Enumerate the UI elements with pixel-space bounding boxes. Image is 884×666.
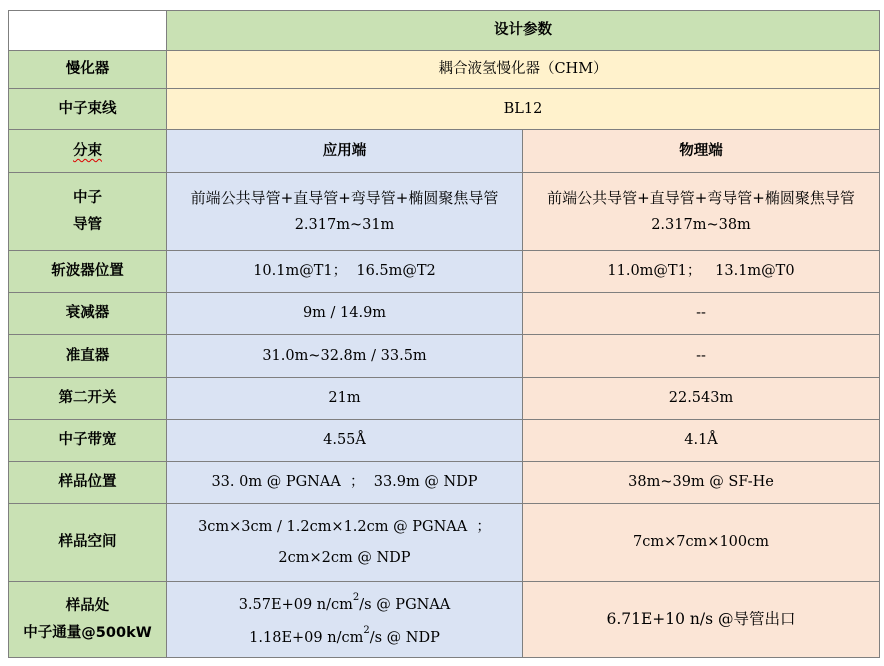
app-end-header: 应用端	[167, 130, 523, 173]
phys-attenuator-value: --	[523, 293, 880, 335]
flux-label-line1: 样品处	[65, 597, 110, 614]
app-chopper-value: 10.1m@T1； 16.5m@T2	[167, 251, 523, 293]
app-bandwidth-value: 4.55Å	[167, 420, 523, 462]
table-row-sample-position	[9, 462, 880, 504]
app-flux-cell	[167, 582, 523, 658]
table-row-sample-space	[9, 504, 880, 582]
row-label-moderator: 慢化器	[9, 51, 167, 89]
app-flux-ndp-value: 1.18E+09 n/cm	[249, 629, 364, 646]
row-label-collimator: 准直器	[9, 335, 167, 378]
row-label-attenuator: 衰减器	[9, 293, 167, 335]
app-flux-pgnaa-value: 3.57E+09 n/cm	[238, 597, 353, 614]
flux-label-line2: 中子通量@500kW	[23, 625, 152, 641]
phys-sample-space-value: 7cm×7cm×100cm	[523, 504, 880, 582]
phys-end-header: 物理端	[523, 130, 880, 173]
row-label-sample-space: 样品空间	[9, 504, 167, 582]
guide-label-line2: 导管	[73, 217, 102, 233]
split-label-text: 分束	[73, 142, 102, 159]
phys-collimator-value: --	[523, 335, 880, 378]
table-row-guide	[9, 173, 880, 251]
phys-flux-value: 6.71E+10 n/s @导管出口	[523, 582, 880, 658]
app-sample-space-line1: 3cm×3cm / 1.2cm×1.2cm @ PGNAA ；	[198, 519, 491, 536]
phys-bandwidth-value: 4.1Å	[523, 420, 880, 462]
table-row-second-switch	[9, 378, 880, 420]
header-row	[9, 11, 880, 51]
table-row-attenuator	[9, 293, 880, 335]
app-flux-ndp-unit: /s @ NDP	[369, 629, 440, 646]
phys-chopper-value: 11.0m@T1； 13.1m@T0	[523, 251, 880, 293]
phys-guide-cell	[523, 173, 880, 251]
app-sample-space-cell	[167, 504, 523, 582]
row-label-split	[9, 130, 167, 173]
row-label-guide	[9, 173, 167, 251]
app-sample-position-value: 33. 0m @ PGNAA ； 33.9m @ NDP	[167, 462, 523, 504]
app-flux-pgnaa-exponent: 2	[352, 592, 360, 604]
corner-cell	[9, 11, 167, 51]
row-label-flux	[9, 582, 167, 658]
phys-guide-range: 2.317m~38m	[651, 217, 751, 234]
app-guide-cell	[167, 173, 523, 251]
app-collimator-value: 31.0m~32.8m / 33.5m	[167, 335, 523, 378]
app-flux-ndp	[171, 625, 518, 647]
table-row-chopper	[9, 251, 880, 293]
table-row-collimator	[9, 335, 880, 378]
row-label-bandwidth: 中子带宽	[9, 420, 167, 462]
phys-second-switch-value: 22.543m	[523, 378, 880, 420]
app-flux-pgnaa-unit: /s @ PGNAA	[359, 597, 451, 614]
app-flux-pgnaa	[171, 592, 518, 614]
app-flux-ndp-exponent: 2	[363, 624, 370, 636]
app-sample-space-line2: 2cm×2cm @ NDP	[278, 549, 411, 566]
app-attenuator-value: 9m / 14.9m	[167, 293, 523, 335]
row-label-sample-position: 样品位置	[9, 462, 167, 504]
app-guide-components: 前端公共导管+直导管+弯导管+椭圆聚焦导管	[190, 188, 499, 207]
design-parameters-table	[8, 10, 880, 658]
table-row-moderator	[9, 51, 880, 89]
phys-guide-components: 前端公共导管+直导管+弯导管+椭圆聚焦导管	[547, 188, 855, 207]
phys-sample-position-value: 38m~39m @ SF-He	[523, 462, 880, 504]
row-label-second-switch: 第二开关	[9, 378, 167, 420]
table-row-beamline	[9, 89, 880, 130]
moderator-value: 耦合液氢慢化器（CHM）	[167, 51, 880, 89]
table-row-flux	[9, 582, 880, 658]
app-guide-range: 2.317m~31m	[294, 217, 395, 234]
app-second-switch-value: 21m	[167, 378, 523, 420]
table-header: 设计参数	[167, 11, 880, 51]
beamline-value: BL12	[167, 89, 880, 130]
row-label-chopper: 斩波器位置	[9, 251, 167, 293]
table-row-bandwidth	[9, 420, 880, 462]
guide-label-line1: 中子	[73, 189, 102, 206]
row-label-beamline: 中子束线	[9, 89, 167, 130]
table-row-split	[9, 130, 880, 173]
